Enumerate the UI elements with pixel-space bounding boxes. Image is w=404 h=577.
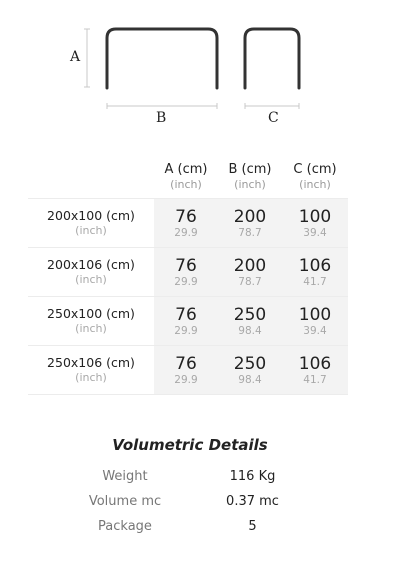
- volumetric-label: Volume mc: [88, 494, 162, 509]
- volumetric-value: 116 Kg: [229, 469, 276, 484]
- row-label: 200x100 (cm) (inch): [28, 199, 154, 248]
- header-b-inch: (inch): [234, 178, 266, 191]
- row-label: 200x106 (cm) (inch): [28, 248, 154, 297]
- dimension-diagram: [0, 0, 404, 140]
- cell-a: 76 29.9: [154, 199, 218, 248]
- table-row: [28, 248, 348, 297]
- cell-c: 100 39.4: [282, 199, 348, 248]
- cell-b: 250 98.4: [218, 297, 282, 346]
- volumetric-title: Volumetric Details: [112, 436, 268, 454]
- volumetric-label: Weight: [102, 469, 148, 484]
- dimensions-table: [28, 158, 348, 395]
- cell-b: 200 78.7: [218, 248, 282, 297]
- header-a-cm: A (cm): [164, 162, 208, 177]
- table-side-view: [245, 29, 299, 88]
- cell-c: 100 39.4: [282, 297, 348, 346]
- cell-c: 106 41.7: [282, 248, 348, 297]
- header-b-cm: B (cm): [228, 162, 272, 177]
- volumetric-value: 0.37 mc: [226, 494, 279, 509]
- volumetric-row-package: [0, 519, 380, 539]
- cell-a: 76 29.9: [154, 297, 218, 346]
- dimension-b-label: B: [156, 110, 167, 126]
- cell-b: 200 78.7: [218, 199, 282, 248]
- row-label: 250x106 (cm) (inch): [28, 346, 154, 395]
- table-row: [28, 199, 348, 248]
- header-c-cm: C (cm): [293, 162, 337, 177]
- cell-a: 76 29.9: [154, 248, 218, 297]
- table-front-view: [107, 29, 217, 88]
- header-a: [154, 158, 218, 199]
- header-c-inch: (inch): [299, 178, 331, 191]
- table-row: [28, 346, 348, 395]
- header-b: [218, 158, 282, 199]
- table-outline-drawing: [0, 0, 404, 140]
- table-header-row: [28, 158, 348, 199]
- dimensions-table-container: [28, 158, 348, 395]
- volumetric-label: Package: [98, 519, 152, 534]
- volumetric-row-volume: [0, 494, 380, 514]
- header-empty: [28, 158, 154, 199]
- volumetric-row-weight: [0, 469, 380, 489]
- cell-b: 250 98.4: [218, 346, 282, 395]
- cell-a: 76 29.9: [154, 346, 218, 395]
- table-row: [28, 297, 348, 346]
- cell-c: 106 41.7: [282, 346, 348, 395]
- volumetric-value: 5: [248, 519, 257, 534]
- dimension-a-label: A: [70, 49, 81, 65]
- row-label: 250x100 (cm) (inch): [28, 297, 154, 346]
- dimension-c-label: C: [268, 110, 279, 126]
- header-c: [282, 158, 348, 199]
- header-a-inch: (inch): [170, 178, 202, 191]
